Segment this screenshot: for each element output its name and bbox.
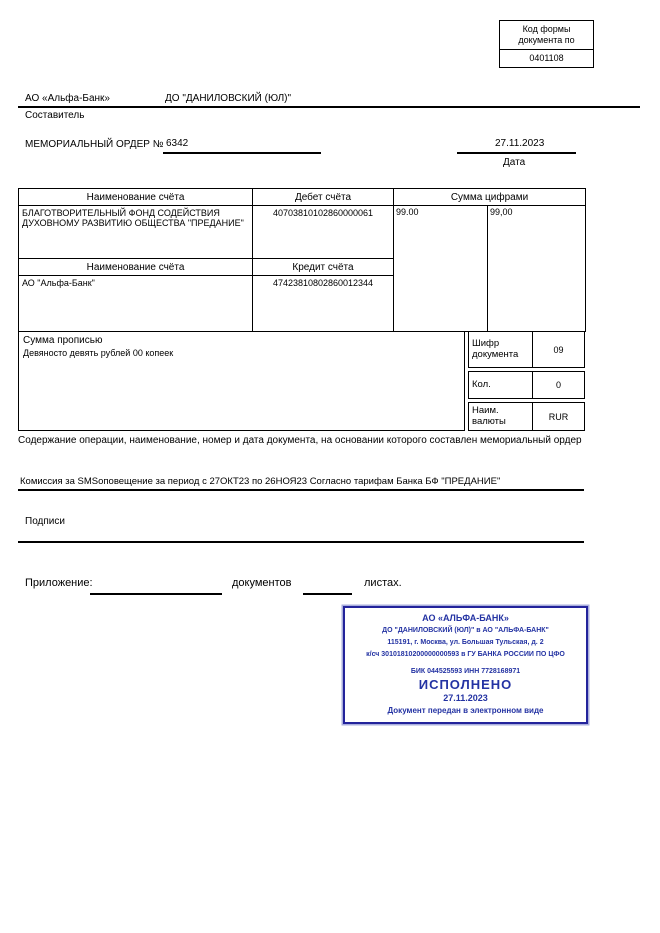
order-date: 27.11.2023 (495, 138, 545, 149)
attachment-sheets-label: листах. (364, 577, 402, 589)
sum-figures-left: 99.00 (394, 206, 488, 332)
stamp-status: ИСПОЛНЕНО (418, 677, 513, 692)
accounts-table (18, 188, 586, 332)
col-header-debit: Дебет счёта (253, 189, 394, 206)
currency-box (468, 402, 585, 431)
sum-in-words-box (18, 331, 465, 431)
operation-underline (18, 489, 584, 491)
attachment-label: Приложение: (25, 577, 93, 589)
form-code-box (499, 20, 594, 68)
doc-cipher-value: 09 (553, 344, 564, 355)
col-header-credit: Кредит счёта (253, 259, 394, 276)
content-caption: Содержание операции, наименование, номер и дата документа, на основании которого составлен мемориальный ордер (18, 435, 582, 446)
sum-in-words-label: Сумма прописью (23, 335, 103, 346)
col-header-account-name-debit: Наименование счёта (19, 189, 253, 206)
branch-name: ДО "ДАНИЛОВСКИЙ (ЮЛ)" (165, 93, 292, 104)
credit-account-name: АО "Альфа-Банк" (19, 276, 253, 332)
stamp-bank-name: АО «АЛЬФА-БАНК» (422, 613, 509, 623)
attachment-underline-1 (90, 593, 222, 595)
sum-figures-right: 99,00 (488, 206, 586, 332)
col-header-account-name-credit: Наименование счёта (19, 259, 253, 276)
order-title: МЕМОРИАЛЬНЫЙ ОРДЕР № (25, 139, 164, 150)
date-label: Дата (503, 157, 526, 168)
currency-value: RUR (548, 411, 569, 422)
credit-account-number: 47423810802860012344 (253, 276, 394, 332)
operation-text: Комиссия за SMSоповещение за период с 27ОКТ23 по 26НОЯ23 Согласно тарифам Банка БФ "ПРЕДАНИЕ" (20, 476, 501, 487)
qty-value: 0 (555, 380, 561, 390)
stamp-note: Документ передан в электронном виде (387, 706, 544, 715)
stamp-branch: ДО "ДАНИЛОВСКИЙ (ЮЛ)" в АО "АЛЬФА-БАНК" (382, 627, 549, 634)
form-code-label: Код формы документа по (500, 21, 593, 50)
form-code-value: 0401108 (529, 53, 564, 63)
attachment-underline-2 (303, 593, 352, 595)
sum-in-words-value: Девяносто девять рублей 00 копеек (23, 348, 174, 358)
attachment-documents-label: документов (232, 577, 292, 589)
doc-cipher-label: Шифр документа (469, 332, 533, 367)
doc-cipher-box (468, 331, 585, 368)
signatures-rule (18, 541, 584, 543)
bank-name: АО «Альфа-Банк» (25, 93, 110, 104)
stamp-corr-account: к/сч 30101810200000000593 в ГУ БАНКА РОССИИ ПО ЦФО (366, 651, 565, 658)
bank-stamp (343, 606, 588, 724)
signatures-label: Подписи (25, 516, 65, 527)
qty-label: Кол. (469, 372, 533, 398)
header-rule (18, 106, 640, 108)
currency-label: Наим. валюты (469, 403, 533, 430)
debit-account-number: 40703810102860000061 (253, 206, 394, 259)
stamp-bik-inn: БИК 044525593 ИНН 7728168971 (410, 668, 521, 675)
stamp-date: 27.11.2023 (443, 693, 488, 703)
stamp-address: 115191, г. Москва, ул. Большая Тульская, д. 2 (387, 639, 544, 646)
order-date-underline (457, 152, 576, 154)
debit-account-name: БЛАГОТВОРИТЕЛЬНЫЙ ФОНД СОДЕЙСТВИЯ ДУХОВНОМУ РАЗВИТИЮ ОБЩЕСТВА "ПРЕДАНИЕ" (19, 206, 253, 259)
qty-box (468, 371, 585, 399)
col-header-sum-figures: Сумма цифрами (394, 189, 586, 206)
order-number: 6342 (166, 138, 189, 149)
order-number-underline (163, 152, 321, 154)
compiler-label: Составитель (25, 110, 85, 121)
